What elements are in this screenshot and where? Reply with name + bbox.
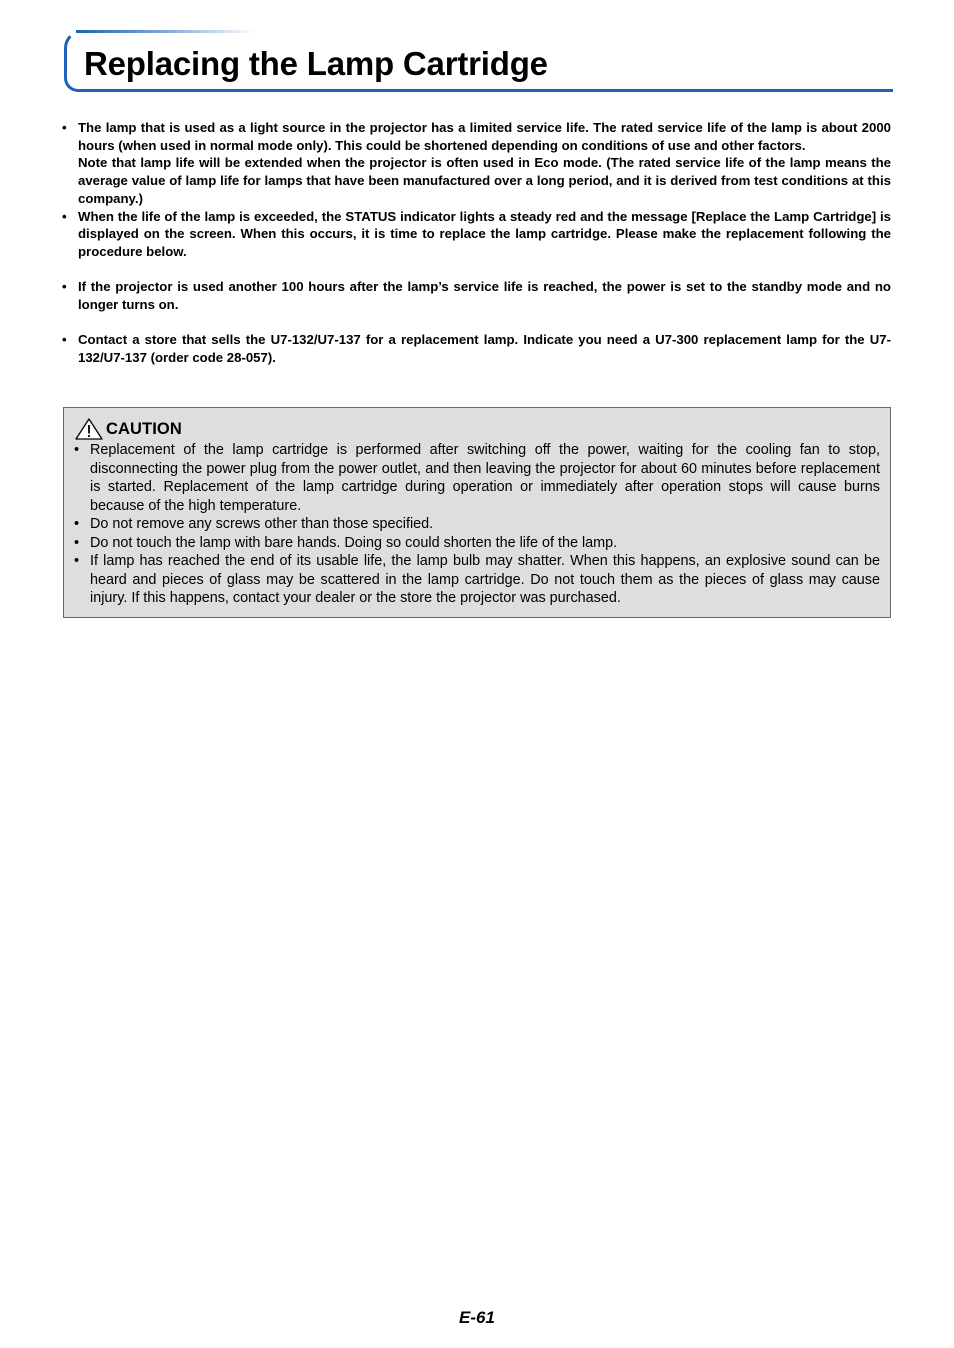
list-item [62,278,891,313]
caution-header [74,417,880,441]
warning-triangle-icon [74,417,104,441]
caution-list [74,441,880,608]
page-number: E-61 [459,1308,495,1327]
list-item [74,534,880,553]
title-frame-fade [76,30,256,33]
bullet-icon: • [74,534,80,551]
list-item [74,552,880,608]
page-title: Replacing the Lamp Cartridge [84,45,548,82]
list-item [74,515,880,534]
bullet-icon: • [74,516,80,532]
caution-text: If lamp has reached the end of its usable life, the lamp bulb may shatter. When this happens, an explosive sound can be heard and pieces of glass may be scattered in the lamp cartridge. Do not touch them as the pieces of glass may cause injury. If this happens, contact your dealer or the store the projector was purchased. [90,553,880,606]
list-item [62,119,891,208]
bullet-icon: • [62,279,67,295]
notes-list [62,119,891,367]
caution-text: Do not touch the lamp with bare hands. Doing so could shorten the life of the lamp. [90,534,618,551]
bullet-icon: • [62,332,67,348]
list-item [62,331,891,366]
bullet-icon: • [74,553,80,569]
list-item [62,208,891,261]
bullet-icon: • [74,442,80,458]
note-paragraph: Contact a store that sells the U7-132/U7-137 for a replacement lamp. Indicate you need a U7-300 replacement lamp for the U7-132/U7-137 (order code 28-057). [78,332,891,366]
caution-title: CAUTION [106,419,182,438]
note-paragraph: Note that lamp life will be extended when the projector is often used in Eco mode. (The rated service life of the lamp means the average value of lamp life for lamps that have been manufactured over a long period, and it is derived from test conditions at this company.) [78,155,891,206]
note-paragraph: The lamp that is used as a light source in the projector has a limited service life. The rated service life of the lamp is about 2000 hours (when used in normal mode only). This could be shortened depending on conditions of use and other factors. [78,120,891,153]
list-item [74,441,880,515]
note-paragraph: If the projector is used another 100 hours after the lamp’s service life is reached, the power is set to the standby mode and no longer turns on. [78,279,891,313]
bullet-icon: • [62,120,67,135]
caution-text: Replacement of the lamp cartridge is performed after switching off the power, waiting for the cooling fan to stop, disconnecting the power plug from the power outlet, and then leaving the projector for about 60 minutes before replacement is started. Replacement of the lamp cartridge during operation or immediately after operation stops will cause burns because of the high temperature. [90,442,880,514]
bullet-icon: • [62,208,67,224]
caution-text: Do not remove any screws other than those specified. [90,516,434,532]
caution-box [63,407,891,618]
note-paragraph: When the life of the lamp is exceeded, the STATUS indicator lights a steady red and the message [Replace the Lamp Cartridge] is displayed on the screen. When this occurs, it is time to replace the lamp cartridge. Please make the replacement following the procedure below. [78,208,891,259]
